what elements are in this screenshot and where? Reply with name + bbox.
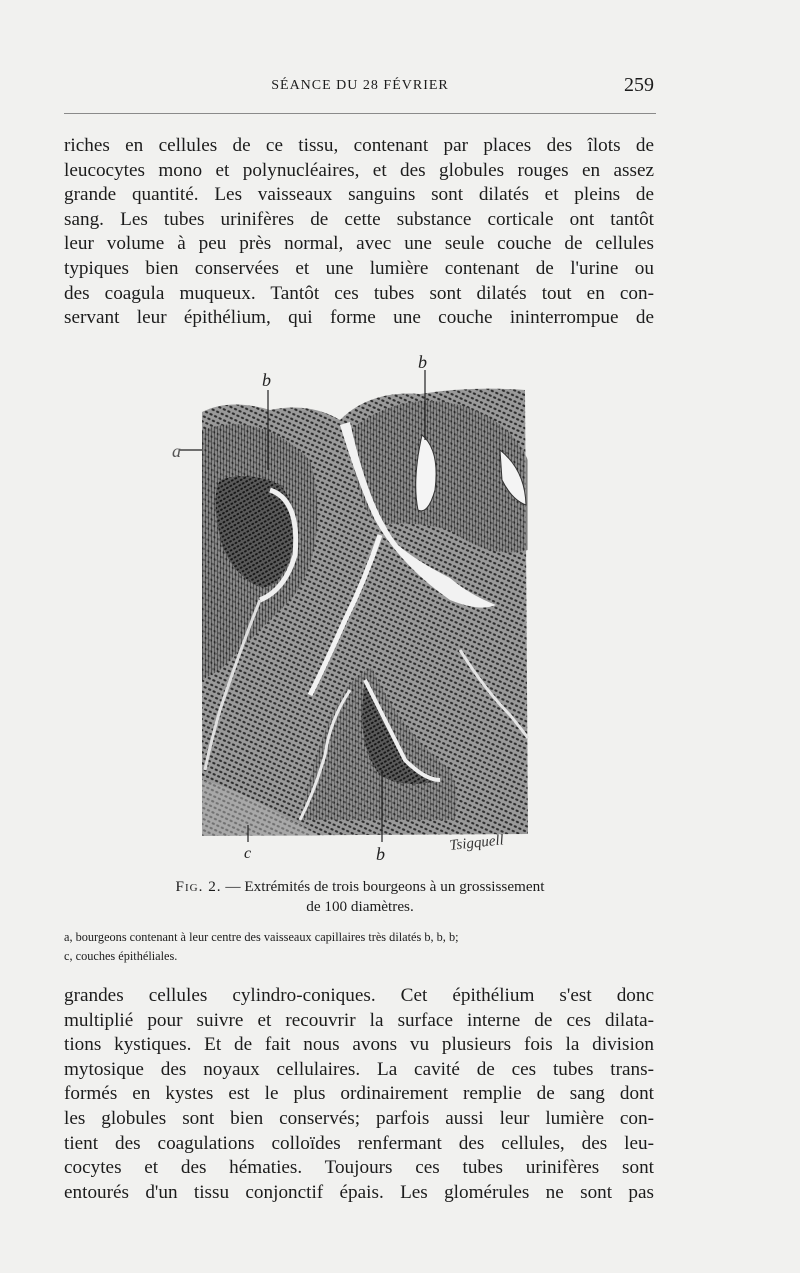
text-line: riches en cellules de ce tissu, contenant par places des îlots de [64, 135, 654, 156]
figure-label-b-top-right: b [418, 352, 427, 372]
running-header [64, 74, 656, 102]
figure-label-c: c [244, 845, 252, 862]
text-line: cocytes et des hématies. Toujours ces tubes urinifères sont [64, 1157, 654, 1179]
legend-line: c, couches épithéliales. [64, 949, 178, 963]
text-line: leur volume à peu près normal, avec une seule couche de cellules [64, 233, 654, 255]
header-rule [64, 113, 656, 114]
text-line: tient des coagulations colloïdes renfermant des cellules, des leu- [64, 1132, 654, 1154]
figure-caption-title [64, 877, 656, 917]
text-line: typiques bien conservées et une lumière contenant de l'urine ou [64, 257, 654, 279]
tissue-section [202, 389, 528, 836]
figure-signature: Tsigquell [448, 832, 505, 854]
text-line: multiplié pour suivre et recouvrir la surface interne de ces dilata- [64, 1009, 654, 1031]
page-number: 259 [624, 74, 654, 96]
text-line: servant leur épithélium, qui forme une couche ininterrompue de [64, 307, 654, 329]
figure-label-b-top-left: b [262, 370, 271, 390]
text-line: les globules sont bien conservés; parfois aussi leur lumière con- [64, 1107, 654, 1129]
histology-figure [150, 350, 550, 870]
body-paragraph-top [64, 134, 654, 331]
figure-label-a: a [172, 441, 181, 461]
figure-legend [64, 928, 656, 966]
text-line: entourés d'un tissu conjonctif épais. Les glomérules ne sont pas [64, 1181, 654, 1203]
legend-line: a, bourgeons contenant à leur centre des vaisseaux capillaires très dilatés b, b, b; [64, 930, 459, 944]
caption-title-line2: de 100 diamètres. [306, 898, 414, 915]
text-line: grandes cellules cylindro-coniques. Cet épithélium s'est donc [64, 985, 654, 1006]
text-line: sang. Les tubes urinifères de cette substance corticale ont tantôt [64, 208, 654, 230]
figure-label-b-bottom: b [376, 844, 385, 864]
text-line: des coagula muqueux. Tantôt ces tubes sont dilatés tout en con- [64, 282, 654, 304]
text-line: grande quantité. Les vaisseaux sanguins sont dilatés et pleins de [64, 184, 654, 206]
text-line: formés en kystes est le plus ordinairement remplie de sang dont [64, 1083, 654, 1105]
caption-title-text: — Extrémités de trois bourgeons à un grossissement [221, 878, 545, 895]
text-line: mytosique des noyaux cellulaires. La cavité de ces tubes trans- [64, 1058, 654, 1080]
body-paragraph-bottom [64, 984, 654, 1205]
text-line: leucocytes mono et polynucléaires, et des globules rouges en assez [64, 159, 654, 181]
text-line: tions kystiques. Et de fait nous avons vu plusieurs fois la division [64, 1034, 654, 1056]
running-title: SÉANCE DU 28 FÉVRIER [271, 78, 449, 93]
figure-number: Fig. 2. [175, 878, 222, 895]
